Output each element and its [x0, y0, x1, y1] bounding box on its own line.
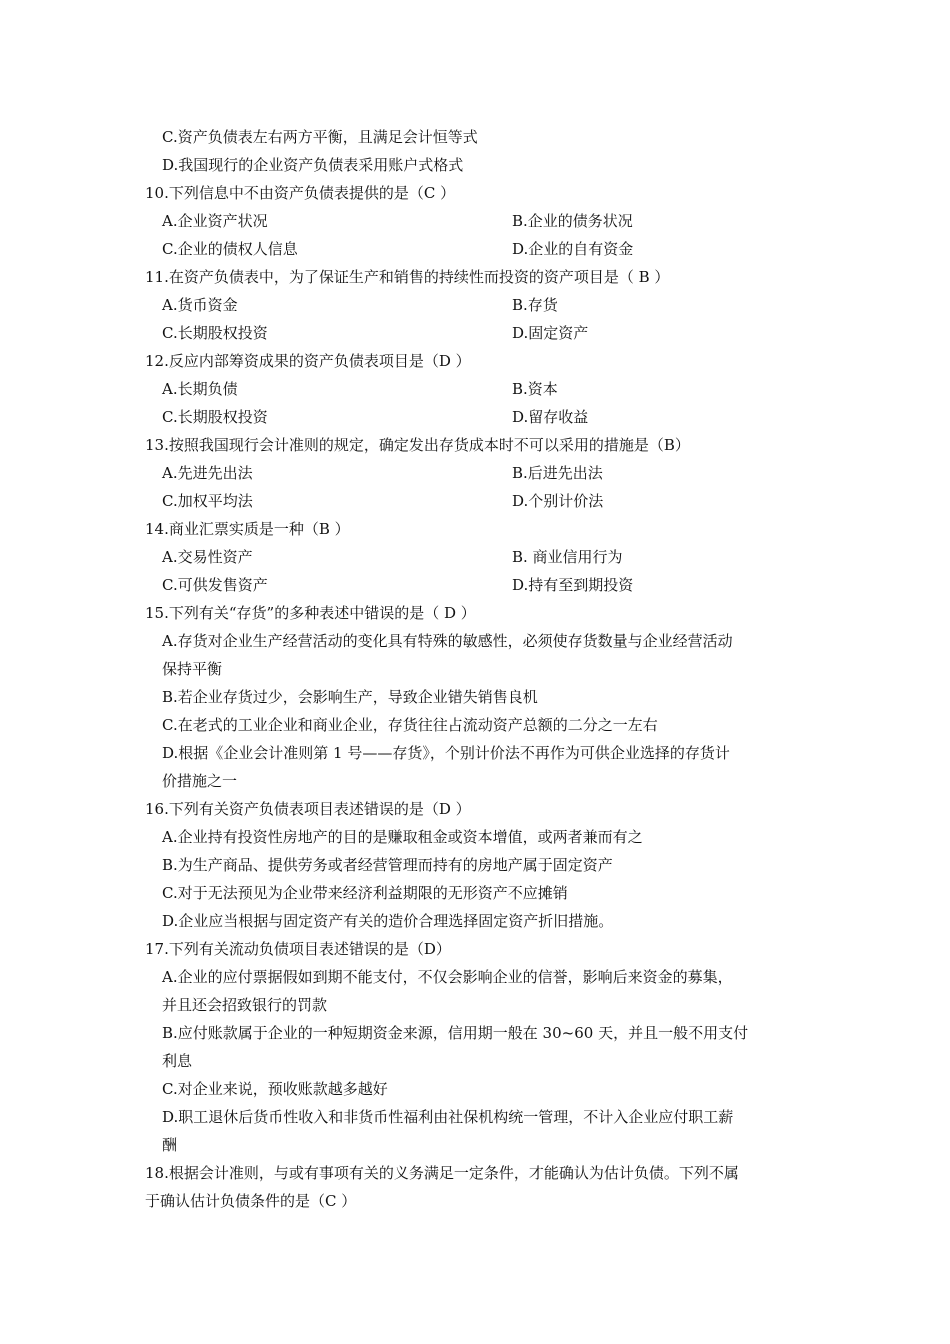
question-text: 13.按照我国现行会计准则的规定，确定发出存货成本时不可以采用的措施是（B）: [145, 436, 690, 454]
option-text: D.个别计价法: [512, 492, 604, 510]
option-text: B.若企业存货过少，会影响生产，导致企业错失销售良机: [162, 688, 538, 706]
option-text: D.持有至到期投资: [512, 576, 634, 594]
option-text: C.长期股权投资: [162, 324, 268, 342]
option-row: [145, 207, 815, 235]
option-text: D.职工退休后货币性收入和非货币性福利由社保机构统一管理，不计入企业应付职工薪: [162, 1108, 734, 1126]
option-row: [145, 291, 815, 319]
option-text: B. 商业信用行为: [512, 548, 623, 566]
option-text: B.资本: [512, 380, 558, 398]
continuation-text: 利息: [162, 1052, 193, 1070]
continuation-text: 保持平衡: [162, 660, 223, 678]
option-text: B.企业的债务状况: [512, 212, 633, 230]
continuation-text: 价措施之一: [162, 772, 238, 790]
option-text: A.企业资产状况: [162, 212, 268, 230]
option-row: [145, 319, 815, 347]
option-text: D.企业应当根据与固定资产有关的造价合理选择固定资产折旧措施。: [162, 912, 614, 930]
question-list: [145, 123, 815, 1215]
option-text: B.后进先出法: [512, 464, 603, 482]
question-text: 14.商业汇票实质是一种（B ）: [145, 520, 350, 538]
option-text: A.长期负债: [162, 380, 238, 398]
option-text: A.企业的应付票据假如到期不能支付，不仅会影响企业的信誉，影响后来资金的募集，: [162, 968, 733, 986]
option-text: A.交易性资产: [162, 548, 253, 566]
option-row: [145, 543, 815, 571]
continuation-text: 并且还会招致银行的罚款: [162, 996, 328, 1014]
option-text: B.为生产商品、提供劳务或者经营管理而持有的房地产属于固定资产: [162, 856, 613, 874]
question-text: 12.反应内部筹资成果的资产负债表项目是（D ）: [145, 352, 471, 370]
option-text: D.固定资产: [512, 324, 589, 342]
question-text: 10.下列信息中不由资产负债表提供的是（C ）: [145, 184, 456, 202]
option-row: [145, 487, 815, 515]
option-text: D.留存收益: [512, 408, 589, 426]
option-row: [145, 459, 815, 487]
option-text: B.存货: [512, 296, 558, 314]
continuation-text: 酬: [162, 1136, 178, 1154]
option-text: A.货币资金: [162, 296, 238, 314]
question-text: 17.下列有关流动负债项目表述错误的是（D）: [145, 940, 451, 958]
question-text: 16.下列有关资产负债表项目表述错误的是（D ）: [145, 800, 471, 818]
option-text: C.可供发售资产: [162, 576, 268, 594]
option-text: D.我国现行的企业资产负债表采用账户式格式: [162, 156, 464, 174]
option-text: C.在老式的工业企业和商业企业，存货往往占流动资产总额的二分之一左右: [162, 716, 658, 734]
option-text: C.对企业来说，预收账款越多越好: [162, 1080, 388, 1098]
option-row: [145, 403, 815, 431]
question-text: 18.根据会计准则，与或有事项有关的义务满足一定条件，才能确认为估计负债。下列不属: [145, 1164, 739, 1182]
option-text: A.先进先出法: [162, 464, 253, 482]
option-text: C.加权平均法: [162, 492, 253, 510]
question-text: 于确认估计负债条件的是（C ）: [145, 1192, 357, 1210]
option-text: C.企业的债权人信息: [162, 240, 298, 258]
option-row: [145, 571, 815, 599]
option-text: D.企业的自有资金: [512, 240, 634, 258]
option-text: D.根据《企业会计准则第 1 号——存货》，个别计价法不再作为可供企业选择的存货计: [162, 744, 730, 762]
option-text: C.对于无法预见为企业带来经济利益期限的无形资产不应摊销: [162, 884, 568, 902]
question-text: 15.下列有关“存货”的多种表述中错误的是（ D ）: [145, 604, 476, 622]
option-text: C.资产负债表左右两方平衡，且满足会计恒等式: [162, 128, 478, 146]
question-text: 11.在资产负债表中，为了保证生产和销售的持续性而投资的资产项目是（ B ）: [145, 268, 670, 286]
option-row: [145, 235, 815, 263]
option-text: C.长期股权投资: [162, 408, 268, 426]
option-text: B.应付账款属于企业的一种短期资金来源，信用期一般在 30~60 天，并且一般不用支付: [162, 1024, 749, 1042]
option-text: A.存货对企业生产经营活动的变化具有特殊的敏感性，必须使存货数量与企业经营活动: [162, 632, 733, 650]
option-text: A.企业持有投资性房地产的目的是赚取租金或资本增值，或两者兼而有之: [162, 828, 643, 846]
option-row: [145, 375, 815, 403]
